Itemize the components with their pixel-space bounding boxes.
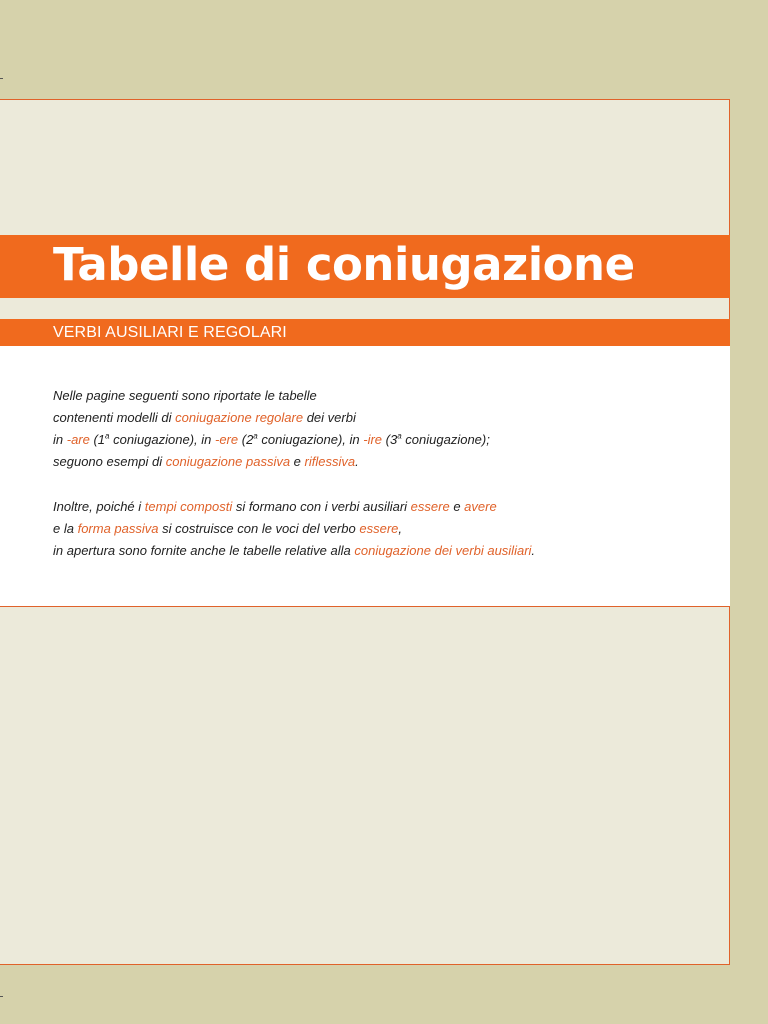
text: e la (53, 521, 78, 536)
text: Inoltre, poiché i (53, 499, 145, 514)
text: si costruisce con le voci del verbo (158, 521, 360, 536)
text: (2 (238, 432, 254, 447)
highlight: forma passiva (77, 521, 159, 536)
intro-box (0, 346, 730, 607)
text: Nelle pagine seguenti sono riportate le tabelle (53, 388, 317, 403)
text: seguono esempi di (53, 454, 166, 469)
text: e (290, 454, 305, 469)
text: si formano con i verbi ausiliari (232, 499, 411, 514)
highlight: -ere (215, 432, 239, 447)
superscript: a (105, 431, 110, 441)
text: (1 (89, 432, 106, 447)
text: coniugazione), in (109, 432, 215, 447)
text: , (398, 521, 403, 536)
highlight: -are (66, 432, 90, 447)
subtitle-band (0, 319, 730, 346)
intro-paragraph-2 (53, 496, 535, 562)
highlight: essere (410, 499, 450, 514)
text: . (531, 543, 536, 558)
intro-paragraph-1 (53, 385, 490, 473)
highlight: essere (359, 521, 399, 536)
title-band (0, 235, 730, 298)
text: in apertura sono fornite anche le tabelle relative alla (53, 543, 355, 558)
highlight: -ire (363, 432, 383, 447)
highlight: coniugazione passiva (165, 454, 291, 469)
crop-mark-top (0, 78, 3, 79)
text: . (355, 454, 359, 469)
highlight: avere (464, 499, 497, 514)
highlight: coniugazione dei verbi ausiliari (354, 543, 532, 558)
superscript: a (253, 431, 258, 441)
text: in (53, 432, 67, 447)
page-subtitle: VERBI AUSILIARI E REGOLARI (53, 324, 287, 341)
crop-mark-bottom (0, 996, 3, 997)
highlight: coniugazione regolare (175, 410, 304, 425)
text: e (449, 499, 465, 514)
text: coniugazione); (401, 432, 490, 447)
text: coniugazione), in (257, 432, 364, 447)
page-title: Tabelle di coniugazione (53, 238, 635, 291)
highlight: riflessiva (304, 454, 356, 469)
text: dei verbi (303, 410, 356, 425)
text: (3 (382, 432, 398, 447)
highlight: tempi composti (144, 499, 233, 514)
superscript: a (397, 431, 402, 441)
text: contenenti modelli di (53, 410, 176, 425)
